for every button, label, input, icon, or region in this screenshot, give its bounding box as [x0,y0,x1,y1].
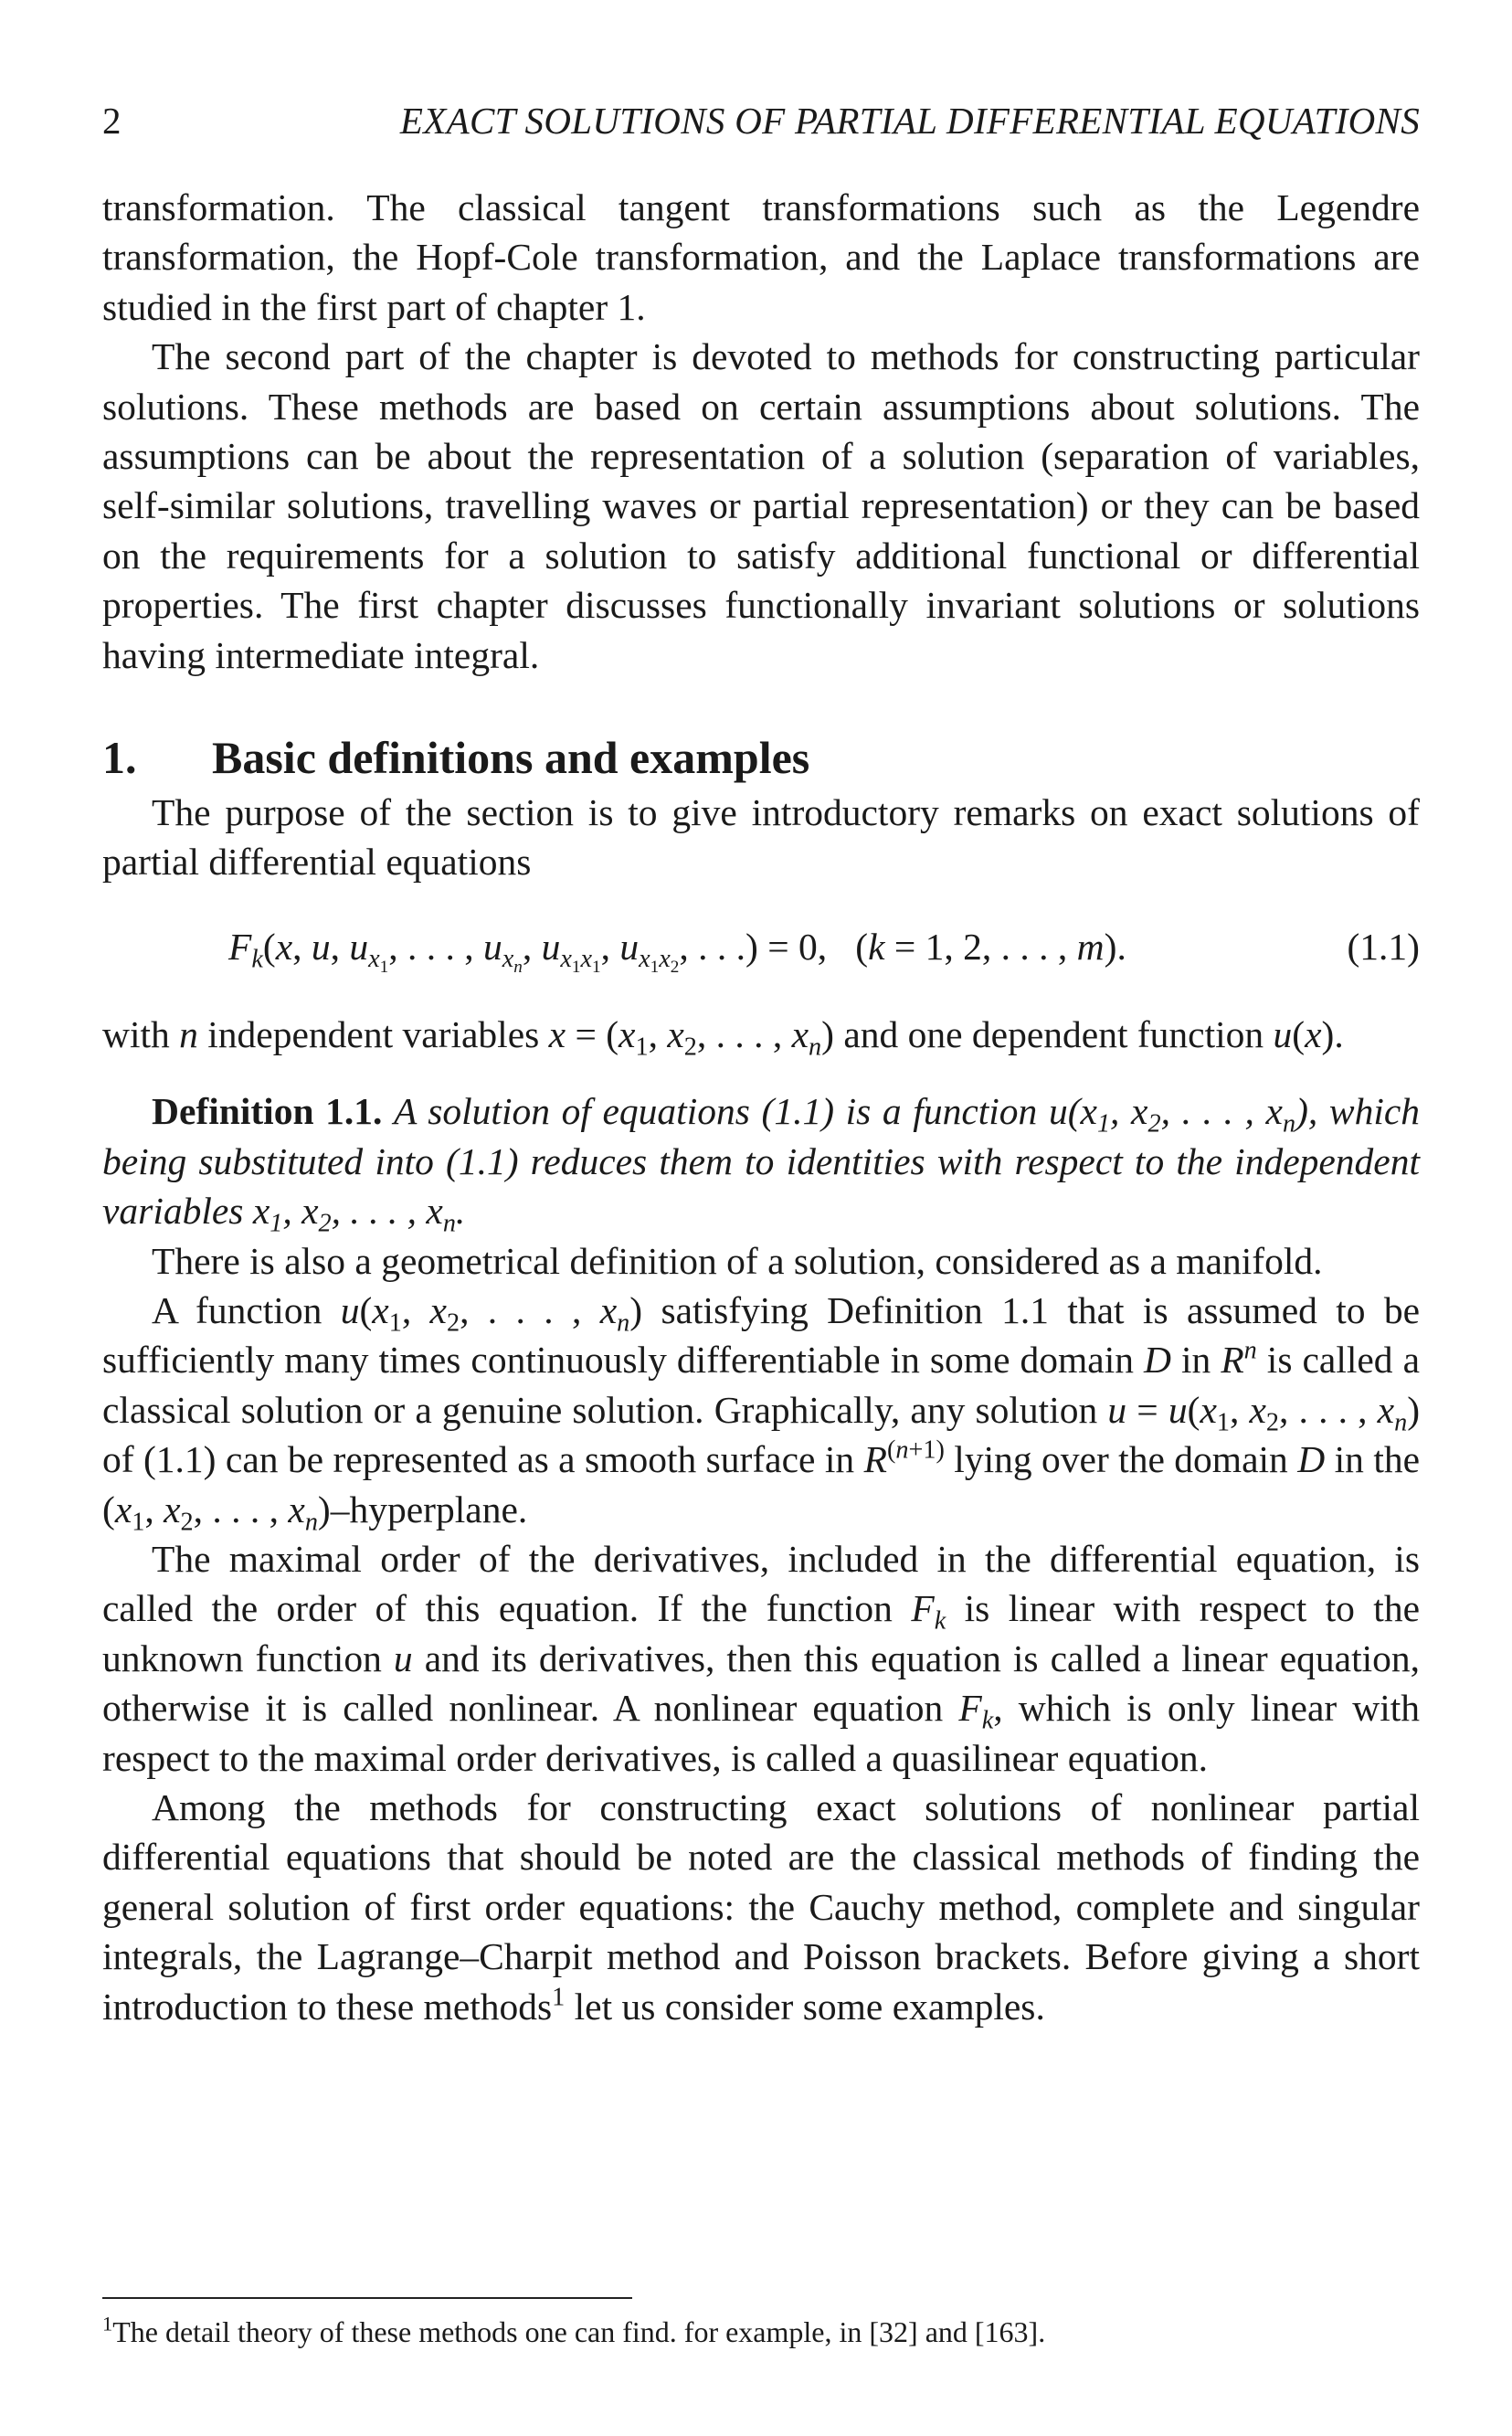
text-run: , which is only linear with respect to the maximal order derivatives, is called a quasilinear equation. [102,1687,1421,1779]
text-run: is linear with respect to the unknown function [102,1587,1421,1679]
text-run: with [102,1012,170,1055]
paragraph-geometric-definition: There is also a geometrical definition of a solution, considered as a manifold. [152,1239,1323,1282]
footnote [102,2314,1420,2350]
section-number: 1. [102,732,137,784]
paragraph-transformation: transformation. The classical tangent transformations such as the Legendre transformation, the Hopf-Cole transformation, and the Laplace transformations are studied in the first part of chapter 1. [102,186,1420,328]
section-title: Basic definitions and examples [212,732,810,784]
text-run: and one dependent function [843,1012,1264,1055]
footnote-marker: 1 [102,2312,113,2335]
page-number: 2 [102,100,122,142]
text-run: A solution of equations (1.1) is a function [394,1090,1038,1133]
footnote-rule [102,2297,632,2299]
page-body [102,183,1420,2031]
paragraph-methods [102,1783,1420,2031]
text-run: A function [152,1288,322,1331]
equation-1-1-label: (1.1) [1347,925,1420,968]
equation-1-1-body: $F_k(x$, u, $u_{x_1}$, . . . , $u_{x_n}$, $u_{x_1x_1}$, $u_{x_1x_2}$, . . .) = 0, (k = 1, 2, . . . , m). [228,925,1126,978]
running-head: EXACT SOLUTIONS OF PARTIAL DIFFERENTIAL EQUATIONS [399,100,1420,142]
text-run: in the [1334,1438,1421,1481]
paragraph-particular-solutions: The second part of the chapter is devoted to methods for constructing particular solutions. These methods are based on certain assumptions about solutions. The assumptions can be about the representation of a solution (separation of variables, self-similar solutions, travelling waves or partial representation) or they can be based on the requirements for a solution to satisfy additional functional or differential properties. The first chapter discusses functionally invariant solutions or solutions having intermediate integral. [102,335,1420,676]
footnote-text: The detail theory of these methods one can find. for example, in [32] and [163]. [112,2315,1046,2348]
text-run: Among the methods for constructing exact solutions of nonlinear partial differential equations that should be noted are the classical methods of finding the general solution of first order equations: the Cauchy method, complete and singular integrals, the Lagrange–Charpit method and Poisson brackets. Before giving a short introduction to these methods [102,1785,1420,2028]
definition-1-1: Definition 1.1. A solution of equations (1.1) is a function $u(x_1$, $x_2$, . . . , $x_n$), which being substituted into (1.1) reduces them to identities with respect to the independent variables $x_1$, $x_2$, . . . , $x_n$. [102,1090,1421,1238]
text-run: let us consider some examples. [574,1985,1045,2028]
section-intro: The purpose of the section is to give introductory remarks on exact solutions of partial differential equations [102,791,1420,884]
text-run: and its derivatives, then this equation is called a linear equation, otherwise it is called nonlinear. A nonlinear equation [102,1636,1421,1730]
equation-1-1 [102,915,1420,979]
paragraph-classical-solution: A function $u(x_1$, $x_2$, . . . , $x_n$) satisfying Definition 1.1 that is assumed to be sufficiently many times continuously differentiable in some domain D in $R^n$ is called a classical solution or a genuine solution. Graphically, any solution $u = u(x_1$, $x_2$, . . . , $x_n$) of (1.1) can be represented as a smooth surface in $R^{(n+1)}$ lying over the domain D in the ($x_1$, $x_2$, . . . , $x_n$)–hyperplane. [102,1288,1421,1536]
text-run: independent variables [207,1012,540,1055]
text-run: is called a classical solution or a genuine solution. Graphically, any solution [102,1339,1420,1431]
text-run: The maximal order of the derivatives, included in the differential equation, is called the order of this equation. If the function [102,1537,1420,1630]
section-heading [102,729,1420,786]
text-run: lying over the domain [954,1438,1288,1481]
text-run: satisfying Definition 1.1 that is assumed to be sufficiently many times continuously differentiable in some domain [102,1288,1421,1382]
text-run: in [1181,1339,1211,1382]
definition-label: Definition 1.1. [152,1090,383,1133]
footnote-ref[interactable]: 1 [552,1983,566,2012]
page-header [102,99,1420,144]
paragraph-variables: with n independent variables $x = (x_1$, $x_2$, . . . , $x_n$) and one dependent function u(x). [102,1012,1344,1062]
paragraph-order: The maximal order of the derivatives, included in the differential equation, is called the order of this equation. If the function $F_k$ is linear with respect to the unknown function u and its derivatives, then this equation is called a linear equation, otherwise it is called nonlinear. A nonlinear equation $F_k$, which is only linear with respect to the maximal order derivatives, is called a quasilinear equation. [102,1537,1421,1779]
text-run: which being substituted into (1.1) reduces them to identities with respect to the independent variables [102,1090,1421,1233]
text-run: of (1.1) can be represented as a smooth surface in [102,1438,855,1481]
text-run: –hyperplane. [330,1488,528,1530]
